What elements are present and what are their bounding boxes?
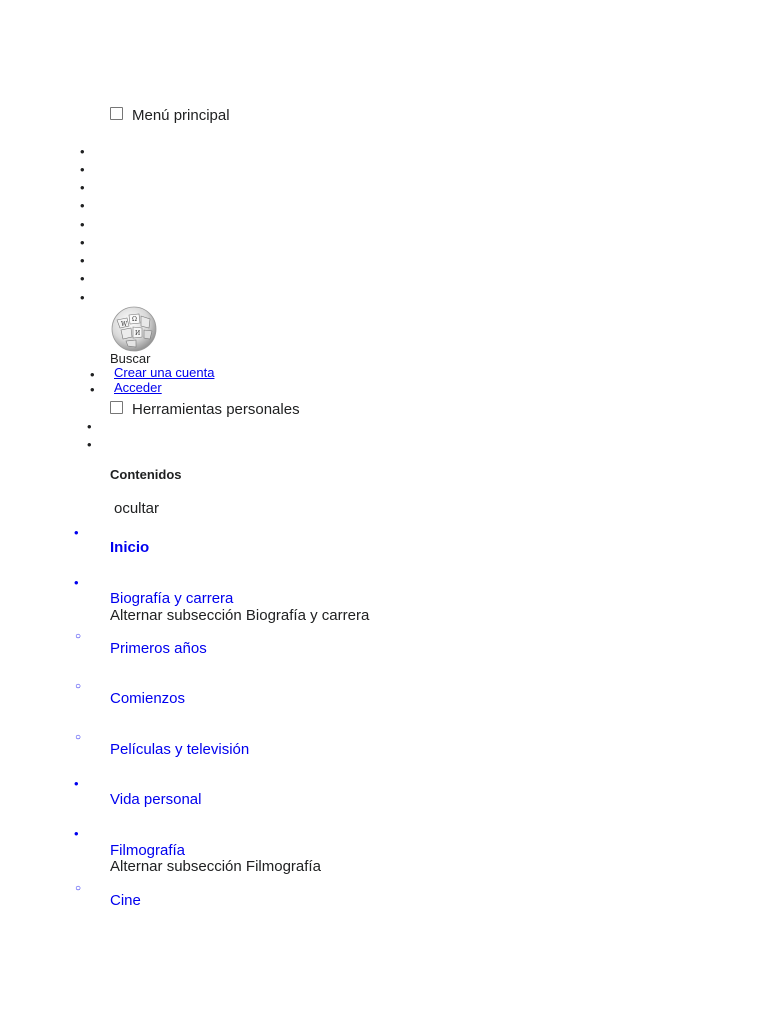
personal-tools-checkbox[interactable]	[110, 401, 123, 414]
main-menu-checkbox[interactable]	[110, 107, 123, 120]
svg-text:Ω: Ω	[132, 316, 137, 323]
wikipedia-globe-icon[interactable]	[109, 306, 159, 352]
toc-item-comienzos[interactable]: Comienzos	[110, 690, 186, 707]
search-label[interactable]: Buscar	[110, 351, 151, 366]
toc-hide-button[interactable]: ocultar	[114, 500, 160, 517]
toc-toggle-biografia[interactable]: Alternar subsección Biografía y carrera	[110, 607, 370, 624]
personal-tools-label: Herramientas personales	[132, 401, 300, 418]
toc-sub-bullet	[75, 628, 81, 643]
nav-list-bullet	[80, 218, 85, 231]
login-link[interactable]: Acceder	[114, 380, 162, 395]
account-list-bullet	[90, 368, 95, 381]
svg-text:W: W	[121, 321, 128, 328]
toc-sub-bullet	[75, 880, 81, 895]
main-menu-label: Menú principal	[132, 107, 230, 124]
nav-list-bullet	[80, 236, 85, 249]
nav-list-bullet	[80, 145, 85, 158]
nav-list-bullet	[80, 181, 85, 194]
nav-list-bullet	[80, 163, 85, 176]
toc-bullet	[74, 777, 79, 790]
create-account-link[interactable]: Crear una cuenta	[114, 365, 215, 380]
toc-item-filmografia[interactable]: Filmografía	[110, 842, 186, 859]
toc-item-peliculas[interactable]: Películas y televisión	[110, 741, 250, 758]
svg-text:И: И	[135, 330, 141, 337]
toc-toggle-filmografia[interactable]: Alternar subsección Filmografía	[110, 858, 321, 875]
toc-bullet	[74, 526, 79, 539]
account-list-bullet	[90, 383, 95, 396]
nav-list-bullet	[80, 272, 85, 285]
nav-list-bullet	[80, 291, 85, 304]
toc-item-biografia[interactable]: Biografía y carrera	[110, 590, 234, 607]
toc-heading: Contenidos	[110, 467, 182, 482]
toc-sub-bullet	[75, 678, 81, 693]
personal-tools-bullet	[87, 420, 92, 433]
toc-item-vida-personal[interactable]: Vida personal	[110, 791, 202, 808]
personal-tools-bullet	[87, 438, 92, 451]
nav-list-bullet	[80, 199, 85, 212]
toc-bullet	[74, 827, 79, 840]
toc-sub-bullet	[75, 729, 81, 744]
toc-bullet	[74, 576, 79, 589]
toc-item-inicio[interactable]: Inicio	[110, 539, 150, 556]
toc-item-primeros-anos[interactable]: Primeros años	[110, 640, 207, 657]
nav-list-bullet	[80, 254, 85, 267]
toc-item-cine[interactable]: Cine	[110, 892, 141, 909]
